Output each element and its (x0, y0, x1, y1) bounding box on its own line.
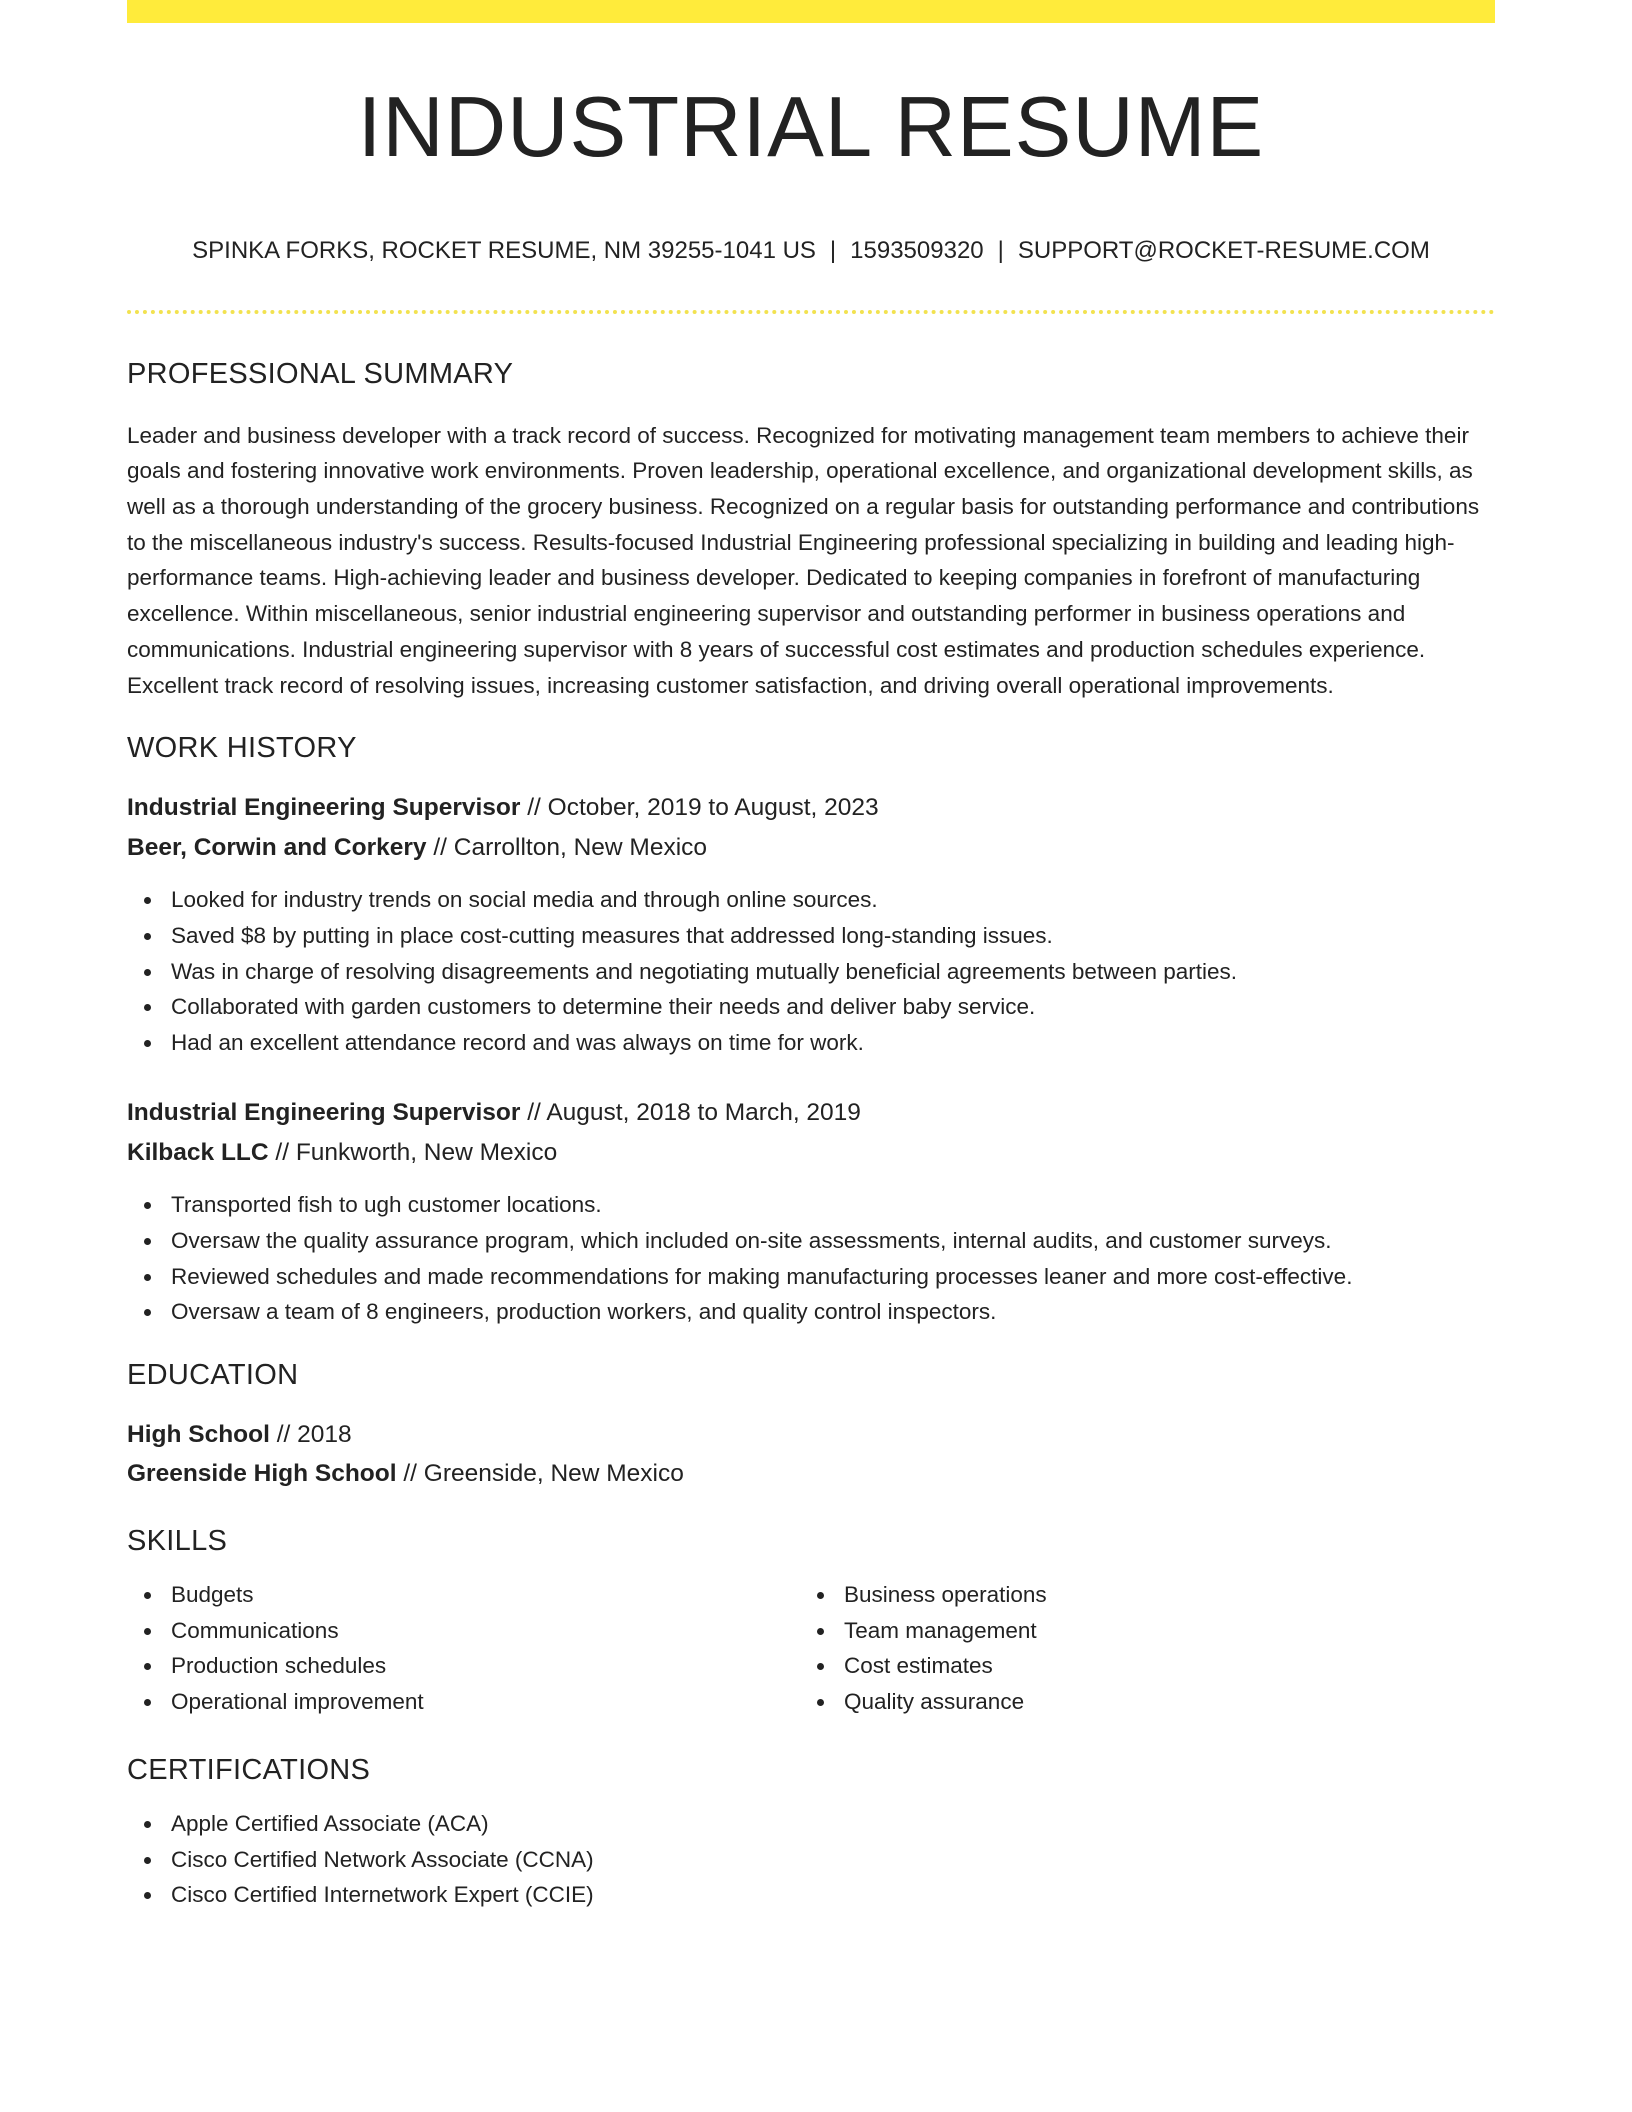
skill-item: Team management (800, 1613, 1473, 1649)
job-bullets (127, 1187, 1495, 1330)
skill-item: Budgets (127, 1577, 800, 1613)
skill-item: Operational improvement (127, 1684, 800, 1720)
list-item: Transported fish to ugh customer locations. (127, 1187, 1495, 1223)
skill-item: Quality assurance (800, 1684, 1473, 1720)
job-location: // Funkworth, New Mexico (268, 1138, 558, 1166)
contact-phone: 1593509320 (850, 237, 984, 264)
job-company: Beer, Corwin and Corkery (127, 833, 427, 861)
resume-page (127, 0, 1495, 1913)
job-company-line (127, 1133, 1495, 1173)
skills-column-right (800, 1577, 1473, 1720)
contact-separator: | (997, 237, 1004, 264)
skill-item: Communications (127, 1613, 800, 1649)
job-role: Industrial Engineering Supervisor (127, 1099, 521, 1126)
contact-separator: | (829, 237, 837, 264)
section-title-summary: PROFESSIONAL SUMMARY (127, 357, 514, 390)
job-bullets (127, 882, 1495, 1061)
job-location: // Carrollton, New Mexico (426, 833, 708, 861)
contact-address: SPINKA FORKS, ROCKET RESUME, NM 39255-1041 US (192, 237, 816, 264)
list-item: Was in charge of resolving disagreements and negotiating mutually beneficial agreements between parties. (127, 954, 1495, 990)
skills-list (127, 1577, 800, 1720)
section-title-skills: SKILLS (127, 1524, 228, 1557)
education-degree: High School (127, 1420, 270, 1448)
dotted-divider (127, 310, 1495, 314)
skill-item: Production schedules (127, 1648, 800, 1684)
job-company: Kilback LLC (127, 1138, 269, 1166)
contact-email: SUPPORT@ROCKET-RESUME.COM (1017, 237, 1430, 264)
accent-bar (127, 0, 1495, 23)
skills-column-left (127, 1577, 800, 1720)
list-item: Saved $8 by putting in place cost-cutting measures that addressed long-standing issues. (127, 918, 1495, 954)
job-dates: // August, 2018 to March, 2019 (520, 1099, 861, 1126)
section-title-work-history: WORK HISTORY (127, 732, 357, 765)
list-item: Had an excellent attendance record and was always on time for work. (127, 1025, 1495, 1061)
contact-line (127, 237, 1495, 266)
education-year: // 2018 (269, 1420, 352, 1448)
list-item: Oversaw a team of 8 engineers, production workers, and quality control inspectors. (127, 1294, 1495, 1330)
section-title-certifications: CERTIFICATIONS (127, 1753, 371, 1786)
certifications-list (127, 1806, 1495, 1913)
job-entry (127, 1093, 1495, 1330)
job-role: Industrial Engineering Supervisor (127, 794, 521, 822)
job-entry (127, 788, 1495, 1061)
summary-text: Leader and business developer with a track record of success. Recognized for motivating management team members to achieve their goals and fostering innovative work environments. Proven leadership, operational excellence, and organizational development skills, as well as a thorough understanding of the grocery business. Recognized on a regular basis for outstanding performance and contributions to the miscellaneous industry's success. Results-focused Industrial Engineering professional specializing in building and leading high-performance teams. High-achieving leader and business developer. Dedicated to keeping companies in forefront of manufacturing excellence. Within miscellaneous, senior industrial engineering supervisor and outstanding performer in business operations and communications. Industrial engineering supervisor with 8 years of successful cost estimates and production schedules experience. Excellent track record of resolving issues, increasing customer satisfaction, and driving overall operational improvements. (127, 422, 1480, 698)
section-title-education: EDUCATION (127, 1359, 299, 1392)
skill-item: Business operations (800, 1577, 1473, 1613)
list-item: Collaborated with garden customers to determine their needs and deliver baby service. (127, 989, 1495, 1025)
list-item: Oversaw the quality assurance program, which included on-site assessments, internal audits, and customer surveys. (127, 1223, 1495, 1259)
job-title-line (127, 1093, 1495, 1133)
skills-list (800, 1577, 1473, 1720)
education-entry (127, 1415, 1495, 1494)
skills-grid (127, 1577, 1495, 1720)
education-school: Greenside High School (127, 1460, 397, 1488)
certification-item: Cisco Certified Network Associate (CCNA) (127, 1842, 1495, 1878)
education-degree-line (127, 1415, 1495, 1455)
resume-name: INDUSTRIAL RESUME (357, 80, 1265, 175)
list-item: Reviewed schedules and made recommendations for making manufacturing processes leaner and more cost-effective. (127, 1259, 1495, 1295)
education-school-line (127, 1454, 1495, 1494)
certification-item: Apple Certified Associate (ACA) (127, 1806, 1495, 1842)
certification-item: Cisco Certified Internetwork Expert (CCIE) (127, 1877, 1495, 1913)
list-item: Looked for industry trends on social media and through online sources. (127, 882, 1495, 918)
skill-item: Cost estimates (800, 1648, 1473, 1684)
job-company-line (127, 828, 1495, 868)
job-dates: // October, 2019 to August, 2023 (520, 794, 879, 822)
job-title-line (127, 788, 1495, 828)
education-location: // Greenside, New Mexico (396, 1460, 684, 1488)
